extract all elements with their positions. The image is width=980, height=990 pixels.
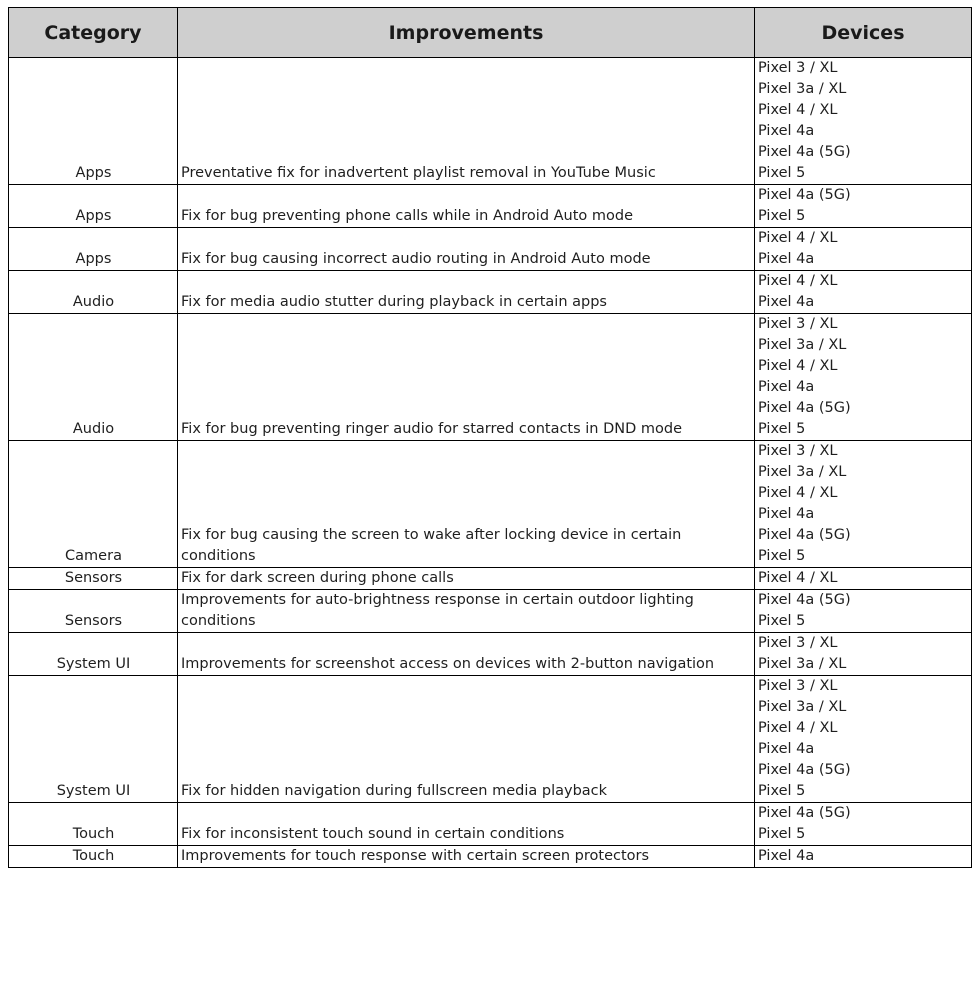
device-name: Pixel 4 / XL — [758, 720, 838, 736]
category-cell: System UI — [9, 633, 178, 676]
improvement-cell: Improvements for touch response with certain screen protectors — [178, 846, 755, 868]
table-row — [9, 633, 972, 676]
device-name: Pixel 4a (5G) — [758, 187, 851, 203]
device-name: Pixel 4a (5G) — [758, 762, 851, 778]
improvement-cell: Improvements for auto-brightness response in certain outdoor lighting conditions — [178, 590, 755, 633]
device-name: Pixel 4a (5G) — [758, 400, 851, 416]
device-name: Pixel 4 / XL — [758, 358, 838, 374]
improvement-cell: Improvements for screenshot access on devices with 2-button navigation — [178, 633, 755, 676]
devices-cell — [755, 228, 972, 271]
category-cell: Sensors — [9, 590, 178, 633]
category-cell: Sensors — [9, 568, 178, 590]
table-row — [9, 846, 972, 868]
table-header — [9, 8, 972, 58]
device-name: Pixel 4a (5G) — [758, 592, 851, 608]
device-name: Pixel 3a / XL — [758, 337, 847, 353]
release-notes-table-container — [8, 7, 972, 868]
improvement-cell: Fix for media audio stutter during playback in certain apps — [178, 271, 755, 314]
devices-cell — [755, 633, 972, 676]
table-row — [9, 271, 972, 314]
devices-cell — [755, 271, 972, 314]
device-name: Pixel 4a (5G) — [758, 805, 851, 821]
category-cell: Apps — [9, 228, 178, 271]
device-name: Pixel 3 / XL — [758, 316, 838, 332]
improvement-cell: Fix for dark screen during phone calls — [178, 568, 755, 590]
category-cell: System UI — [9, 676, 178, 803]
device-name: Pixel 4a (5G) — [758, 144, 851, 160]
table-row — [9, 58, 972, 185]
device-name: Pixel 5 — [758, 165, 806, 181]
improvement-cell: Fix for hidden navigation during fullscreen media playback — [178, 676, 755, 803]
device-name: Pixel 4 / XL — [758, 230, 838, 246]
category-cell: Audio — [9, 271, 178, 314]
device-name: Pixel 4a (5G) — [758, 527, 851, 543]
improvement-cell: Fix for bug preventing phone calls while in Android Auto mode — [178, 185, 755, 228]
devices-cell — [755, 568, 972, 590]
devices-cell — [755, 676, 972, 803]
device-name: Pixel 5 — [758, 613, 806, 629]
improvement-cell: Fix for bug causing the screen to wake after locking device in certain conditions — [178, 441, 755, 568]
category-cell: Apps — [9, 185, 178, 228]
device-name: Pixel 5 — [758, 421, 806, 437]
device-name: Pixel 3a / XL — [758, 464, 847, 480]
device-name: Pixel 4a — [758, 741, 815, 757]
table-row — [9, 185, 972, 228]
device-name: Pixel 5 — [758, 548, 806, 564]
device-name: Pixel 4a — [758, 251, 815, 267]
table-row — [9, 590, 972, 633]
devices-cell — [755, 58, 972, 185]
devices-cell — [755, 185, 972, 228]
device-name: Pixel 5 — [758, 783, 806, 799]
device-name: Pixel 3 / XL — [758, 635, 838, 651]
table-row — [9, 676, 972, 803]
table-body — [9, 58, 972, 868]
table-row — [9, 803, 972, 846]
device-name: Pixel 5 — [758, 826, 806, 842]
devices-cell — [755, 846, 972, 868]
header-row — [9, 8, 972, 58]
device-name: Pixel 4a — [758, 506, 815, 522]
improvement-cell: Fix for inconsistent touch sound in certain conditions — [178, 803, 755, 846]
table-row — [9, 568, 972, 590]
improvement-cell: Fix for bug causing incorrect audio routing in Android Auto mode — [178, 228, 755, 271]
devices-cell — [755, 590, 972, 633]
improvement-cell: Preventative fix for inadvertent playlist removal in YouTube Music — [178, 58, 755, 185]
device-name: Pixel 4 / XL — [758, 570, 838, 586]
header-improvements: Improvements — [178, 8, 755, 58]
device-name: Pixel 4 / XL — [758, 273, 838, 289]
device-name: Pixel 3 / XL — [758, 678, 838, 694]
device-name: Pixel 4a — [758, 848, 815, 864]
device-name: Pixel 4a — [758, 294, 815, 310]
category-cell: Touch — [9, 803, 178, 846]
devices-cell — [755, 803, 972, 846]
devices-cell — [755, 441, 972, 568]
category-cell: Audio — [9, 314, 178, 441]
header-category: Category — [9, 8, 178, 58]
device-name: Pixel 3a / XL — [758, 699, 847, 715]
device-name: Pixel 4a — [758, 123, 815, 139]
device-name: Pixel 3 / XL — [758, 60, 838, 76]
table-row — [9, 314, 972, 441]
release-notes-table — [8, 7, 972, 868]
device-name: Pixel 3a / XL — [758, 656, 847, 672]
category-cell: Touch — [9, 846, 178, 868]
category-cell: Camera — [9, 441, 178, 568]
table-row — [9, 228, 972, 271]
device-name: Pixel 4a — [758, 379, 815, 395]
device-name: Pixel 3 / XL — [758, 443, 838, 459]
header-devices: Devices — [755, 8, 972, 58]
device-name: Pixel 5 — [758, 208, 806, 224]
device-name: Pixel 4 / XL — [758, 485, 838, 501]
devices-cell — [755, 314, 972, 441]
table-row — [9, 441, 972, 568]
device-name: Pixel 3a / XL — [758, 81, 847, 97]
category-cell: Apps — [9, 58, 178, 185]
device-name: Pixel 4 / XL — [758, 102, 838, 118]
improvement-cell: Fix for bug preventing ringer audio for starred contacts in DND mode — [178, 314, 755, 441]
